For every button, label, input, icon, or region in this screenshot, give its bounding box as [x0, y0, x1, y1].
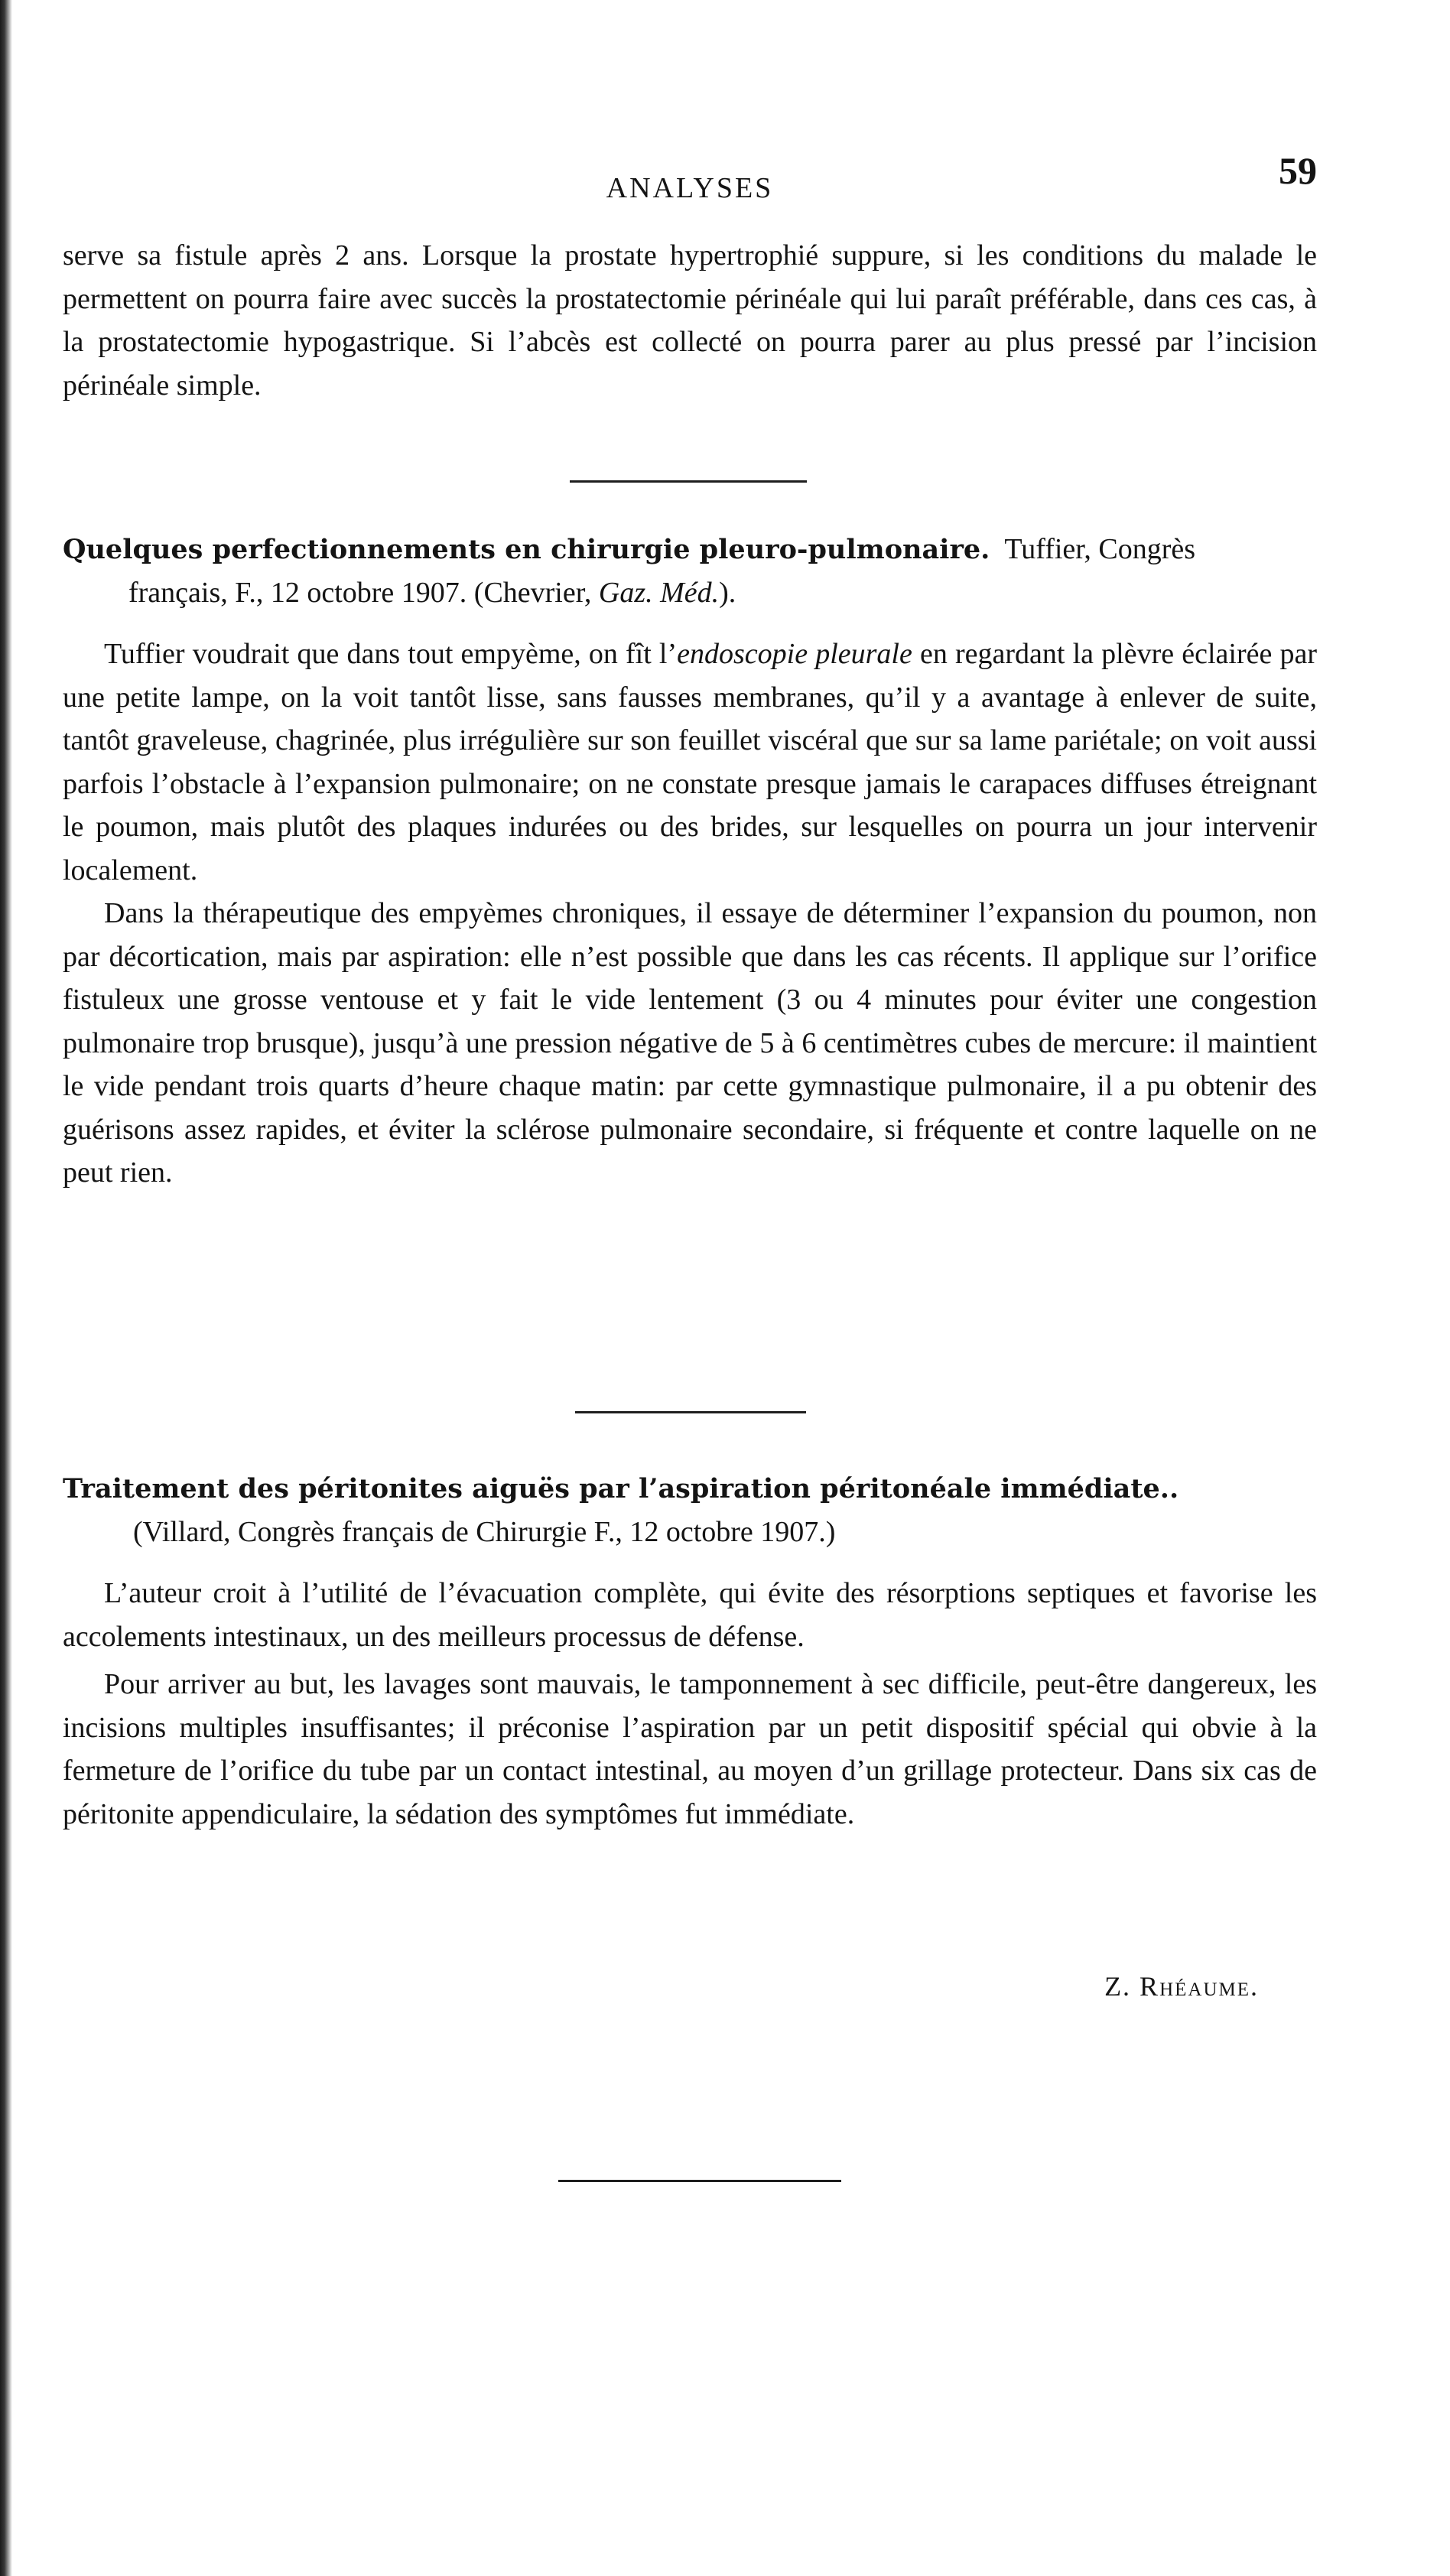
article-author: Tuffier, Congrès: [1004, 533, 1196, 565]
article-reference-start: français, F., 12 octobre 1907. (Chevrier,: [128, 577, 599, 609]
page-header: [63, 138, 1317, 207]
article-pleuro-pulmonaire: [63, 528, 1317, 1195]
author-signature: Z. Rhéaume.: [1104, 1971, 1259, 2002]
section-divider-rule: [575, 1411, 806, 1413]
article-title-text: Traitement des péritonites aiguës par l’aspiration péritonéale immédiate..: [63, 1473, 1179, 1504]
article-reference: (Villard, Congrès français de Chirurgie F., 12 octobre 1907.): [133, 1516, 836, 1548]
paragraph-text-b: en regardant la plèvre éclairée par une petite lampe, on la voit tantôt lisse, sans fausses membranes, qu’il y a avantage à enlever de suite, tantôt graveleuse, chagrinée, plus irrégulière sur son feuillet viscéral que sur sa lame pariétale; on voit aussi parfois l’obstacle à l’expansion pulmonaire; on ne constate presque jamais le carapaces diffuses étreignant le poumon, mais plutôt des plaques indurées ou des brides, sur lesquelles on pourra un jour intervenir localement.: [63, 638, 1317, 886]
article-paragraph-1: L’auteur croit à l’utilité de l’évacuation complète, qui évite des résorptions septiques et favorise les accolements intestinaux, un des meilleurs processus de défense.: [63, 1577, 1317, 1653]
article-reference-journal: Gaz. Méd.: [598, 577, 720, 609]
paragraph-emphasis: endoscopie pleurale: [677, 638, 912, 670]
intro-paragraph: serve sa fistule après 2 ans. Lorsque la prostate hypertrophié suppure, si les conditions du malade le permettent on pourra faire avec succès la prostatectomie périnéale qui lui paraît préférable, dans ces cas, à la prostatectomie hypogastrique. Si l’abcès est collecté on pourra parer au plus pressé par l’incision périnéale simple.: [63, 239, 1317, 402]
page-edge-shadow: [0, 0, 12, 2576]
intro-paragraph-block: [63, 234, 1317, 407]
page-number: 59: [1279, 149, 1317, 192]
article-paragraph-2: Pour arriver au but, les lavages sont mauvais, le tamponnement à sec difficile, peut-être dangereux, les incisions multiples insuffisantes; il préconise l’aspiration par un petit dispositif spécial qui obvie à la fermeture de l’orifice du tube par un contact intestinal, au moyen d’un grillage protecteur. Dans six cas de péritonite appendiculaire, la sédation des symptômes fut immédiate.: [63, 1668, 1317, 1830]
article-reference: [63, 571, 1317, 614]
article-peritonites: [63, 1467, 1317, 1836]
section-divider-rule: [570, 480, 807, 483]
article-title: [63, 528, 1317, 571]
article-paragraph-2: Dans la thérapeutique des empyèmes chroniques, il essaye de déterminer l’expansion du poumon, non par décortication, mais par aspiration: elle n’est possible que dans les cas récents. Il applique sur l’orifice fistuleux une grosse ventouse et y fait le vide lentement (3 ou 4 minutes pour éviter une congestion pulmonaire trop brusque), jusqu’à une pression négative de 5 à 6 centimètres cubes de mercure: il maintient le vide pendant trois quarts d’heure chaque matin: par cette gymnastique pulmonaire, il a pu obtenir des guérisons assez rapides, et éviter la sclérose pulmonaire secondaire, si fréquente et contre laquelle on ne peut rien.: [63, 897, 1317, 1189]
article-reference-end: ).: [719, 577, 736, 609]
article-title-text: Quelques perfectionnements en chirurgie pleuro-pulmonaire.: [63, 534, 990, 565]
paragraph-text-a: Tuffier voudrait que dans tout empyème, on fît l’: [104, 638, 678, 670]
running-head: ANALYSES: [606, 172, 774, 204]
end-divider-rule: [558, 2180, 841, 2182]
article-paragraph-1: [63, 633, 1317, 892]
article-title: [63, 1467, 1317, 1511]
